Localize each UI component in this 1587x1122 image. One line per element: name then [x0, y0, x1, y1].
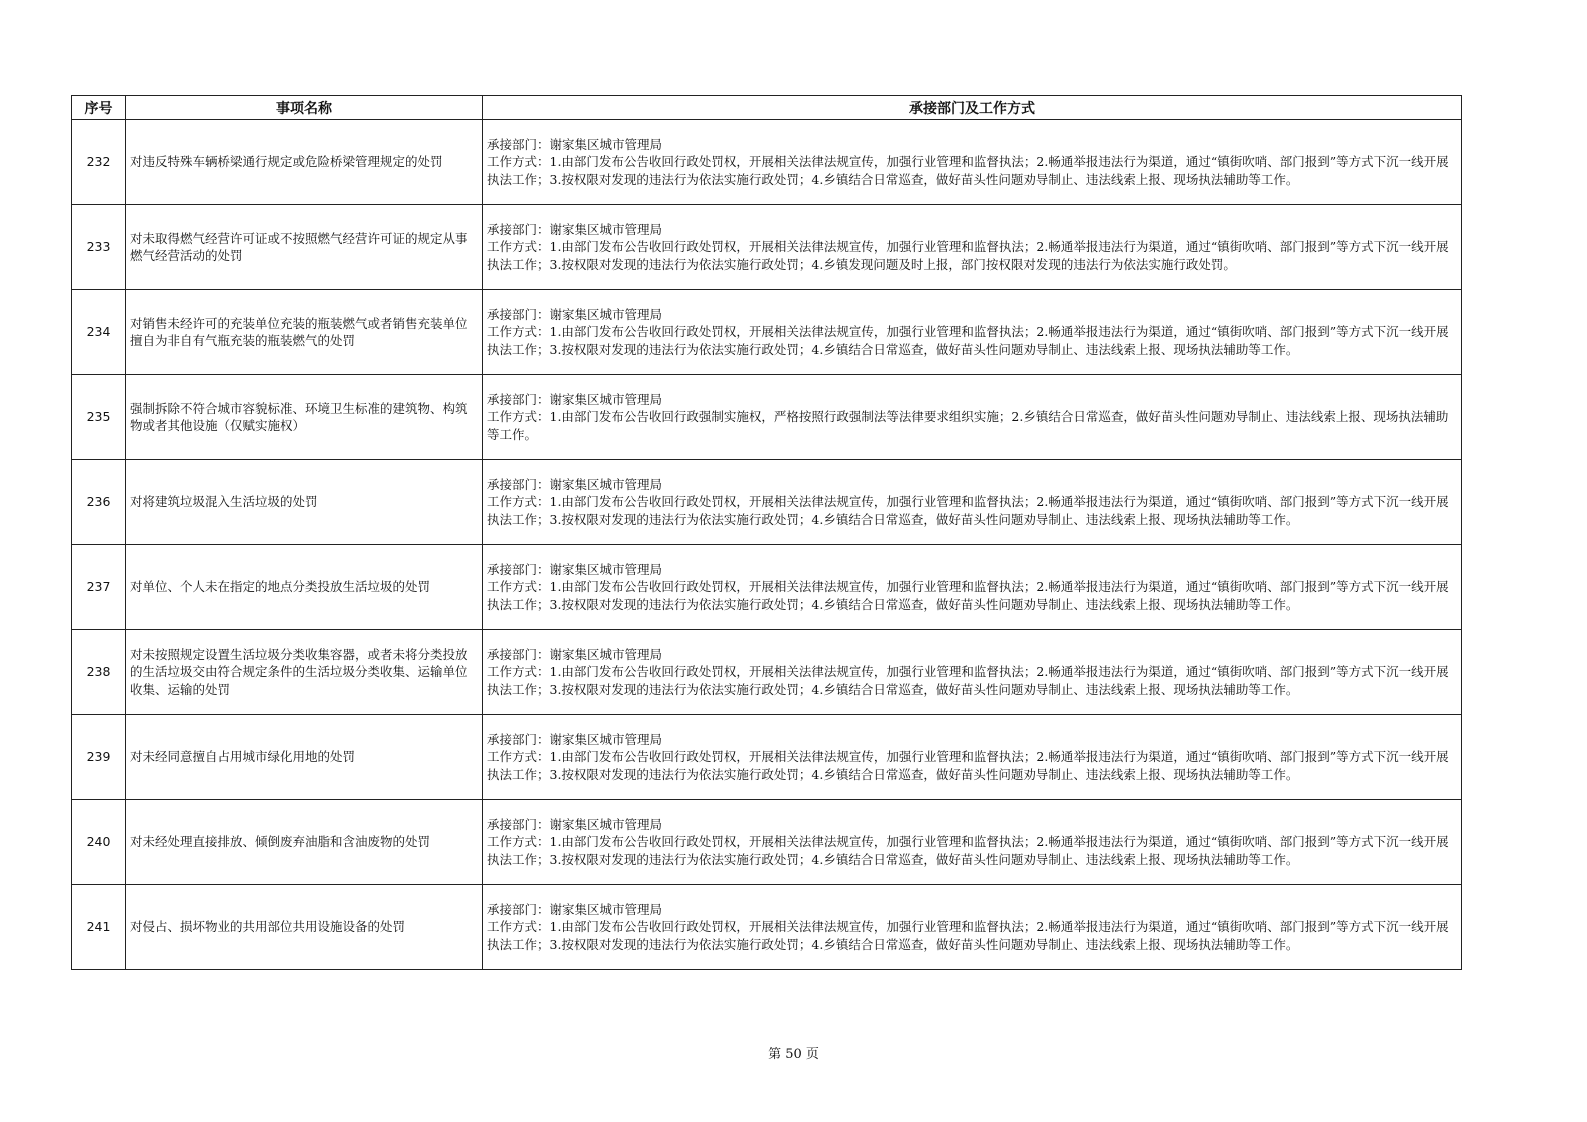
receiving-department: 承接部门：谢家集区城市管理局 — [487, 731, 663, 747]
serial-number-cell: 239 — [72, 715, 126, 800]
matter-name-cell: 对将建筑垃圾混入生活垃圾的处罚 — [126, 460, 483, 545]
table-row — [72, 290, 1462, 375]
receiving-department: 承接部门：谢家集区城市管理局 — [487, 901, 663, 917]
serial-number-cell: 235 — [72, 375, 126, 460]
matter-name-cell: 对侵占、损坏物业的共用部位共用设施设备的处罚 — [126, 885, 483, 970]
work-method: 工作方式：1.由部门发布公告收回行政强制实施权，严格按照行政强制法等法律要求组织实施；2.乡镇结合日常巡查，做好苗头性问题劝导制止、违法线索上报、现场执法辅助等工作。 — [487, 409, 1449, 442]
matter-name-cell: 对未经同意擅自占用城市绿化用地的处罚 — [126, 715, 483, 800]
serial-number-cell: 240 — [72, 800, 126, 885]
receiving-department: 承接部门：谢家集区城市管理局 — [487, 476, 663, 492]
table-row — [72, 715, 1462, 800]
table-row — [72, 800, 1462, 885]
serial-number-cell: 234 — [72, 290, 126, 375]
table-row — [72, 205, 1462, 290]
matter-name-cell: 对未经处理直接排放、倾倒废弃油脂和含油废物的处罚 — [126, 800, 483, 885]
department-method-cell — [483, 545, 1462, 630]
table-row — [72, 120, 1462, 205]
receiving-department: 承接部门：谢家集区城市管理局 — [487, 306, 663, 322]
matter-name-cell: 对单位、个人未在指定的地点分类投放生活垃圾的处罚 — [126, 545, 483, 630]
matter-name-cell: 强制拆除不符合城市容貌标准、环境卫生标准的建筑物、构筑物或者其他设施（仅赋实施权） — [126, 375, 483, 460]
department-method-cell — [483, 205, 1462, 290]
receiving-department: 承接部门：谢家集区城市管理局 — [487, 816, 663, 832]
work-method: 工作方式：1.由部门发布公告收回行政处罚权，开展相关法律法规宣传，加强行业管理和监督执法；2.畅通举报违法行为渠道，通过“镇街吹哨、部门报到”等方式下沉一线开展执法工作；3.按权限对发现的违法行为依法实施行政处罚；4.乡镇结合日常巡查，做好苗头性问题劝导制止、违法线索上报、现场执法辅助等工作。 — [487, 579, 1449, 612]
work-method: 工作方式：1.由部门发布公告收回行政处罚权，开展相关法律法规宣传，加强行业管理和监督执法；2.畅通举报违法行为渠道，通过“镇街吹哨、部门报到”等方式下沉一线开展执法工作；3.按权限对发现的违法行为依法实施行政处罚；4.乡镇结合日常巡查，做好苗头性问题劝导制止、违法线索上报、现场执法辅助等工作。 — [487, 834, 1449, 867]
work-method: 工作方式：1.由部门发布公告收回行政处罚权，开展相关法律法规宣传，加强行业管理和监督执法；2.畅通举报违法行为渠道，通过“镇街吹哨、部门报到”等方式下沉一线开展执法工作；3.按权限对发现的违法行为依法实施行政处罚；4.乡镇结合日常巡查，做好苗头性问题劝导制止、违法线索上报、现场执法辅助等工作。 — [487, 919, 1449, 952]
department-method-cell — [483, 800, 1462, 885]
department-method-cell — [483, 375, 1462, 460]
table-row — [72, 460, 1462, 545]
table-row — [72, 885, 1462, 970]
header-matter-name: 事项名称 — [126, 96, 483, 120]
serial-number-cell: 232 — [72, 120, 126, 205]
work-method: 工作方式：1.由部门发布公告收回行政处罚权，开展相关法律法规宣传，加强行业管理和监督执法；2.畅通举报违法行为渠道，通过“镇街吹哨、部门报到”等方式下沉一线开展执法工作；3.按权限对发现的违法行为依法实施行政处罚；4.乡镇结合日常巡查，做好苗头性问题劝导制止、违法线索上报、现场执法辅助等工作。 — [487, 494, 1449, 527]
department-method-cell — [483, 290, 1462, 375]
matter-name-cell: 对未按照规定设置生活垃圾分类收集容器，或者未将分类投放的生活垃圾交由符合规定条件的生活垃圾分类收集、运输单位收集、运输的处罚 — [126, 630, 483, 715]
work-method: 工作方式：1.由部门发布公告收回行政处罚权，开展相关法律法规宣传，加强行业管理和监督执法；2.畅通举报违法行为渠道，通过“镇街吹哨、部门报到”等方式下沉一线开展执法工作；3.按权限对发现的违法行为依法实施行政处罚；4.乡镇结合日常巡查，做好苗头性问题劝导制止、违法线索上报、现场执法辅助等工作。 — [487, 324, 1449, 357]
table-row — [72, 375, 1462, 460]
header-department-method: 承接部门及工作方式 — [483, 96, 1462, 120]
department-method-cell — [483, 460, 1462, 545]
table-header-row — [72, 96, 1462, 120]
department-method-cell — [483, 630, 1462, 715]
department-method-cell — [483, 120, 1462, 205]
receiving-department: 承接部门：谢家集区城市管理局 — [487, 561, 663, 577]
matters-table — [71, 95, 1462, 970]
work-method: 工作方式：1.由部门发布公告收回行政处罚权，开展相关法律法规宣传，加强行业管理和监督执法；2.畅通举报违法行为渠道，通过“镇街吹哨、部门报到”等方式下沉一线开展执法工作；3.按权限对发现的违法行为依法实施行政处罚；4.乡镇发现问题及时上报，部门按权限对发现的违法行为依法实施行政处罚。 — [487, 239, 1449, 272]
serial-number-cell: 238 — [72, 630, 126, 715]
table-row — [72, 545, 1462, 630]
table-row — [72, 630, 1462, 715]
matter-name-cell: 对未取得燃气经营许可证或不按照燃气经营许可证的规定从事燃气经营活动的处罚 — [126, 205, 483, 290]
receiving-department: 承接部门：谢家集区城市管理局 — [487, 136, 663, 152]
department-method-cell — [483, 885, 1462, 970]
matter-name-cell: 对违反特殊车辆桥梁通行规定或危险桥梁管理规定的处罚 — [126, 120, 483, 205]
serial-number-cell: 241 — [72, 885, 126, 970]
work-method: 工作方式：1.由部门发布公告收回行政处罚权，开展相关法律法规宣传，加强行业管理和监督执法；2.畅通举报违法行为渠道，通过“镇街吹哨、部门报到”等方式下沉一线开展执法工作；3.按权限对发现的违法行为依法实施行政处罚；4.乡镇结合日常巡查，做好苗头性问题劝导制止、违法线索上报、现场执法辅助等工作。 — [487, 749, 1449, 782]
serial-number-cell: 236 — [72, 460, 126, 545]
receiving-department: 承接部门：谢家集区城市管理局 — [487, 391, 663, 407]
work-method: 工作方式：1.由部门发布公告收回行政处罚权，开展相关法律法规宣传，加强行业管理和监督执法；2.畅通举报违法行为渠道，通过“镇街吹哨、部门报到”等方式下沉一线开展执法工作；3.按权限对发现的违法行为依法实施行政处罚；4.乡镇结合日常巡查，做好苗头性问题劝导制止、违法线索上报、现场执法辅助等工作。 — [487, 664, 1449, 697]
header-serial-number: 序号 — [72, 96, 126, 120]
receiving-department: 承接部门：谢家集区城市管理局 — [487, 221, 663, 237]
serial-number-cell: 233 — [72, 205, 126, 290]
page-number: 第 50 页 — [768, 1047, 819, 1062]
work-method: 工作方式：1.由部门发布公告收回行政处罚权，开展相关法律法规宣传，加强行业管理和监督执法；2.畅通举报违法行为渠道，通过“镇街吹哨、部门报到”等方式下沉一线开展执法工作；3.按权限对发现的违法行为依法实施行政处罚；4.乡镇结合日常巡查，做好苗头性问题劝导制止、违法线索上报、现场执法辅助等工作。 — [487, 154, 1449, 187]
department-method-cell — [483, 715, 1462, 800]
serial-number-cell: 237 — [72, 545, 126, 630]
receiving-department: 承接部门：谢家集区城市管理局 — [487, 646, 663, 662]
matter-name-cell: 对销售未经许可的充装单位充装的瓶装燃气或者销售充装单位擅自为非自有气瓶充装的瓶装燃气的处罚 — [126, 290, 483, 375]
